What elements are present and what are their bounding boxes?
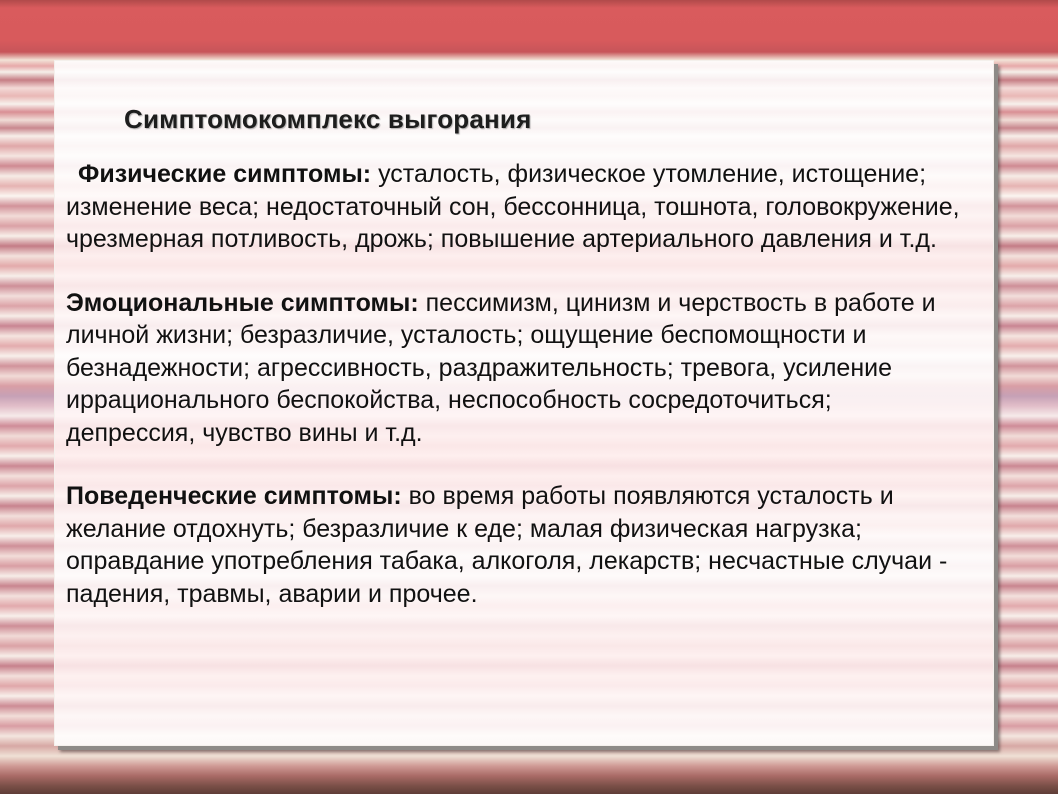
physical-symptoms-text: усталость, физическое утомление, истощение; изменение веса; недостаточный сон, бессонница, тошнота, головокружение, чрезмерная потливость, дрожь; повышение артериального давления и т.д.: [66, 160, 960, 253]
behavioral-symptoms-label: Поведенческие симптомы:: [66, 482, 402, 510]
slide-body: [66, 158, 966, 641]
emotional-symptoms-label: Эмоциональные симптомы:: [66, 288, 419, 317]
emotional-symptoms-paragraph: [66, 287, 966, 450]
slide-title: Симптомокомплекс выгорания: [124, 104, 532, 134]
physical-symptoms-label: Физические симптомы:: [78, 160, 372, 188]
physical-symptoms-paragraph: [66, 158, 966, 256]
emotional-symptoms-text: пессимизм, цинизм и черствость в работе и личной жизни; безразличие, усталость; ощущение беспомощности и безнадежности; агрессивность, раздражительность; тревога, усиление иррационального беспокойства, неспособность сосредоточиться; депрессия, чувство вины и т.д.: [66, 288, 936, 447]
behavioral-symptoms-text: во время работы появляются усталость и желание отдохнуть; безразличие к еде; малая физическая нагрузка; оправдание употребления табака, алкоголя, лекарств; несчастные случаи - падения, травмы, аварии и прочее.: [66, 482, 948, 608]
behavioral-symptoms-paragraph: [66, 480, 966, 610]
